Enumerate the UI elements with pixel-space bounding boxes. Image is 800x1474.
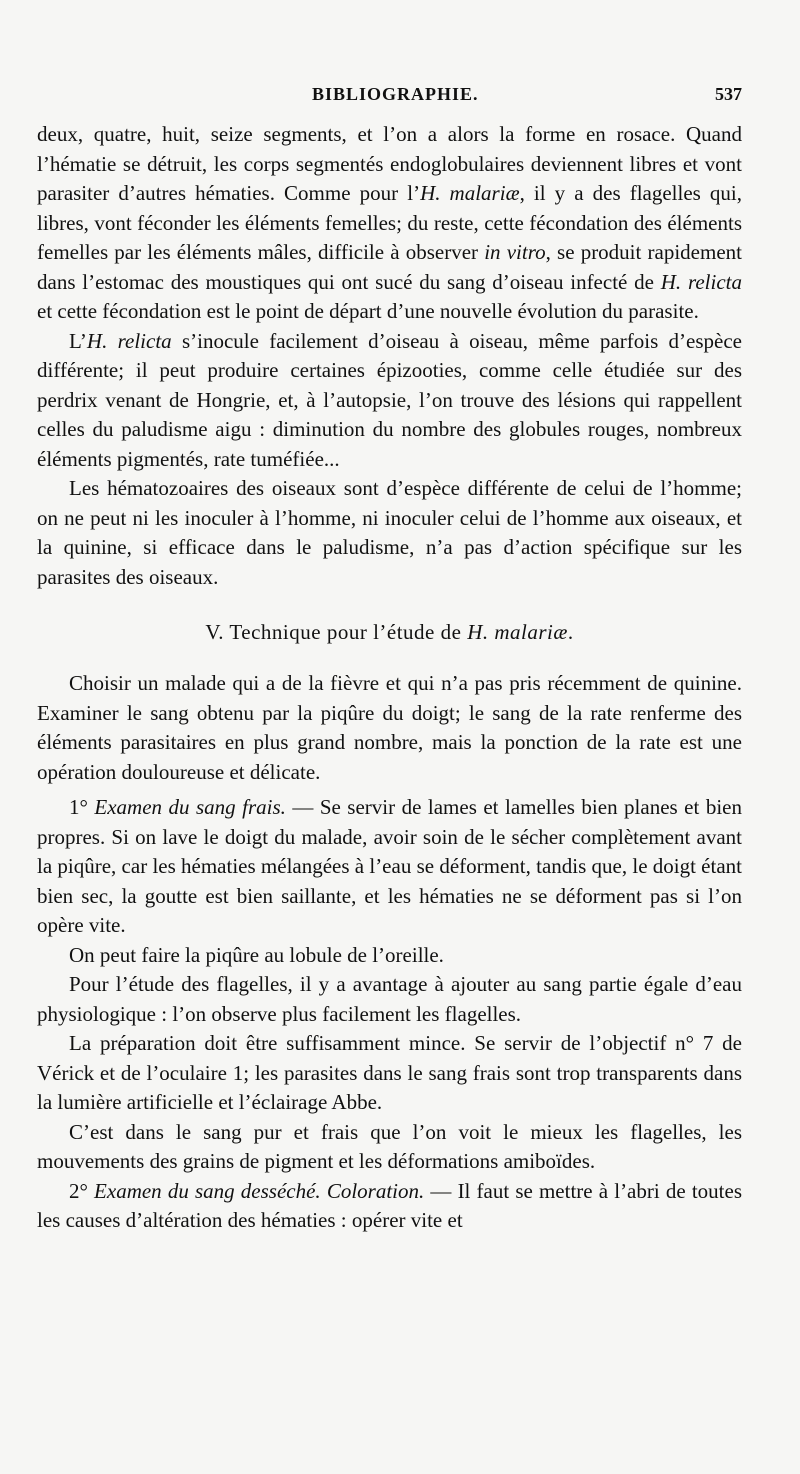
italic-heading: Examen du sang frais. <box>94 795 286 819</box>
text-fragment: — Se servir de lames et lamelles bien planes et bien propres. Si on lave le doigt du malade, avoir soin de le sécher complètement avant la piqûre, car les hématies mélangées à l’eau se déforment, tandis que, le doigt étant bien sec, la goutte est bien saillante, et les hématies ne se déforment pas si l’on opère vite. <box>37 795 742 937</box>
paragraph: Choisir un malade qui a de la fièvre et qui n’a pas pris récemment de quinine. Examiner le sang obtenu par la piqûre du doigt; le sang de la rate renferme des éléments parasitaires en plus grand nombre, mais la ponction de la rate est une opération douloureuse et délicate. <box>37 671 742 784</box>
italic-term: H. malariæ <box>420 181 520 205</box>
paragraph <box>37 1177 742 1236</box>
text-fragment: L’ <box>69 328 87 353</box>
section-title <box>37 620 742 645</box>
paragraph-text: deux, quatre, huit, seize segments, et l’on a alors la forme en rosace. Quand l’hématie se détruit, les corps segmentés endoglobulaires deviennent libres et vont parasiter d’autres hématies. Comme pour <box>37 122 742 205</box>
paragraph: C’est dans le sang pur et frais que l’on voit le mieux les flagelles, les mouvements des grains de pigment et les déformations amiboïdes. <box>37 1119 742 1173</box>
item-number: 2° <box>69 1178 95 1203</box>
paragraph <box>37 120 742 327</box>
italic-term: H. relicta <box>660 269 742 294</box>
italic-term: H. malariæ <box>467 620 568 644</box>
paragraph: La préparation doit être suffisamment mince. Se servir de l’objectif n° 7 de Vérick et de l’oculaire 1; les parasites dans le sang frais sont trop transparents dans la lumière artificielle et l’éclairage Abbe. <box>37 1031 742 1114</box>
page-number: 537 <box>715 84 742 104</box>
paragraph: Les hématozoaires des oiseaux sont d’espèce différente de celui de l’homme; on ne peut ni les inoculer à l’homme, ni inoculer celui de l’homme aux oiseaux, et la quinine, si efficace dans le paludisme, n’a pas d’action spécifique sur les parasites des oiseaux. <box>37 476 742 589</box>
paragraph <box>37 327 742 475</box>
page-header <box>37 80 742 110</box>
section-title-text: V. Technique pour l’étude de <box>205 620 468 644</box>
running-head: BIBLIOGRAPHIE. <box>312 84 479 104</box>
text-fragment: , il y a des flagelles qui, libres, vont féconder les éléments femelles; du reste, cette fécondation des éléments femelles par les éléments mâles, difficile à observer <box>37 181 743 264</box>
paragraph: On peut faire la piqûre au lobule de l’oreille. <box>69 942 444 967</box>
paragraph <box>37 793 742 941</box>
text-fragment: . <box>567 620 574 644</box>
page-body <box>37 120 742 1236</box>
italic-heading: Examen du sang desséché. Coloration. <box>94 1178 425 1203</box>
italic-term: in vitro <box>484 240 546 264</box>
italic-term: H. relicta <box>86 328 172 353</box>
text-fragment: s’inocule facilement d’oiseau à oiseau, même parfois d’espèce différente; il peut produire certaines épizooties, comme celle étudiée sur des perdrix venant de Hongrie, et, à l’autopsie, l’on trouve des lésions qui rappellent celles du paludisme aigu : diminution du nombre des globules rouges, nombreux éléments pigmentés, rate tuméfiée... <box>37 328 742 471</box>
text-fragment: et cette fécondation est le point de départ d’une nouvelle évolution du parasite. <box>37 299 699 323</box>
text-fragment: l’ <box>407 181 421 205</box>
paragraph: Pour l’étude des flagelles, il y a avantage à ajouter au sang partie égale d’eau physiologique : l’on observe plus facilement les flagelles. <box>37 972 742 1026</box>
text-fragment: — Il faut se mettre à l’abri de toutes les causes d’altération des hématies : opérer vite et <box>37 1178 742 1232</box>
item-number: 1° <box>69 795 95 819</box>
text-fragment: , se produit rapidement dans l’estomac des moustiques qui ont sucé du sang d’oiseau infecté de <box>37 240 742 294</box>
